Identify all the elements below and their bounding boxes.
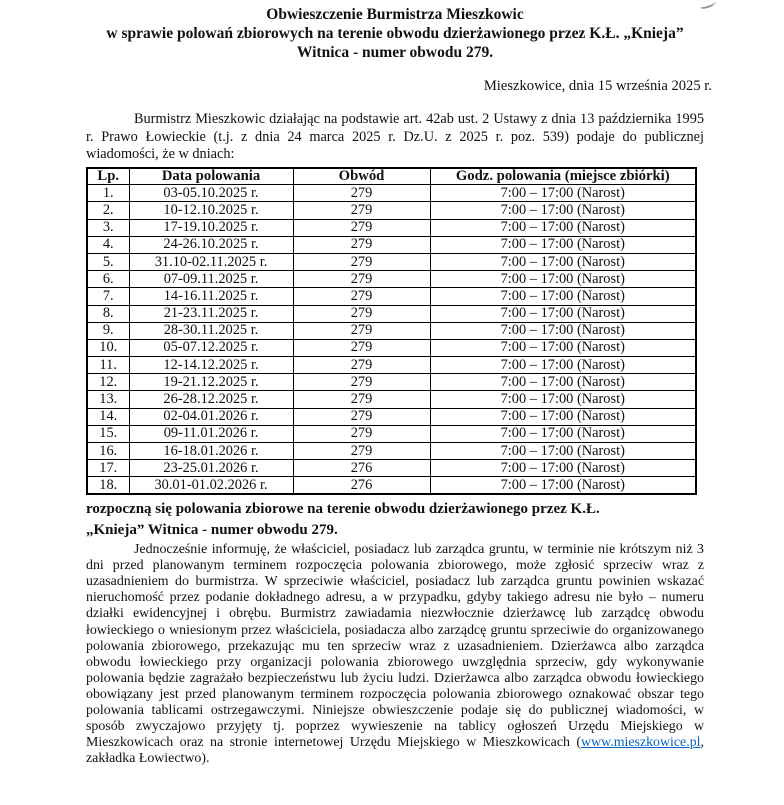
table-row: [87, 322, 696, 339]
table-cell: 18.: [87, 477, 129, 494]
table-cell: 14.: [87, 408, 129, 425]
table-cell: 279: [293, 288, 430, 305]
table-row: [87, 339, 696, 356]
title-line-1: Obwieszczenie Burmistrza Mieszkowic: [266, 6, 524, 23]
table-cell: 276: [293, 477, 430, 494]
document-title: [86, 5, 704, 62]
table-cell: 7:00 – 17:00 (Narost): [430, 477, 696, 494]
title-line-3: Witnica - numer obwodu 279.: [296, 44, 494, 61]
table-cell: 23-25.01.2026 r.: [129, 460, 293, 477]
table-cell: 279: [293, 202, 430, 219]
table-cell: 7:00 – 17:00 (Narost): [430, 236, 696, 253]
table-cell: 16-18.01.2026 r.: [129, 443, 293, 460]
intro-paragraph: Burmistrz Mieszkowic działając na podstawie art. 42ab ust. 2 Ustawy z dnia 13 października 1995 r. Prawo Łowieckie (t.j. z dnia 24 marca 2025 r. Dz.U. z 2025 r. poz. 539) podaje do publicznej wiadomości, że w dniach:: [86, 111, 704, 162]
table-cell: 7.: [87, 288, 129, 305]
table-cell: 16.: [87, 443, 129, 460]
table-header-row: [87, 168, 696, 185]
after-table-line-2: „Knieja” Witnica - numer obwodu 279.: [86, 522, 338, 539]
table-cell: 7:00 – 17:00 (Narost): [430, 374, 696, 391]
table-cell: 5.: [87, 253, 129, 270]
table-cell: 279: [293, 322, 430, 339]
table-cell: 05-07.12.2025 r.: [129, 339, 293, 356]
table-row: [87, 357, 696, 374]
table-cell: 21-23.11.2025 r.: [129, 305, 293, 322]
table-cell: 31.10-02.11.2025 r.: [129, 253, 293, 270]
table-cell: 09-11.01.2026 r.: [129, 425, 293, 442]
table-cell: 07-09.11.2025 r.: [129, 271, 293, 288]
table-row: [87, 288, 696, 305]
table-row: [87, 425, 696, 442]
scan-artifact-mark: [699, 0, 716, 10]
table-row: [87, 443, 696, 460]
table-cell: 7:00 – 17:00 (Narost): [430, 425, 696, 442]
table-cell: 279: [293, 185, 430, 202]
table-cell: 19-21.12.2025 r.: [129, 374, 293, 391]
table-cell: 7:00 – 17:00 (Narost): [430, 460, 696, 477]
info-paragraph: [86, 542, 704, 767]
table-cell: 7:00 – 17:00 (Narost): [430, 202, 696, 219]
table-cell: 10.: [87, 339, 129, 356]
table-row: [87, 460, 696, 477]
table-cell: 276: [293, 460, 430, 477]
table-cell: 7:00 – 17:00 (Narost): [430, 322, 696, 339]
table-cell: 279: [293, 374, 430, 391]
table-cell: 12.: [87, 374, 129, 391]
table-cell: 279: [293, 408, 430, 425]
table-cell: 13.: [87, 391, 129, 408]
table-row: [87, 271, 696, 288]
table-cell: 7:00 – 17:00 (Narost): [430, 391, 696, 408]
table-cell: 4.: [87, 236, 129, 253]
table-cell: 279: [293, 236, 430, 253]
table-cell: 28-30.11.2025 r.: [129, 322, 293, 339]
table-row: [87, 185, 696, 202]
table-cell: 279: [293, 271, 430, 288]
table-cell: 1.: [87, 185, 129, 202]
table-cell: 10-12.10.2025 r.: [129, 202, 293, 219]
table-cell: 3.: [87, 219, 129, 236]
column-header-lp: Lp.: [87, 168, 129, 185]
table-row: [87, 391, 696, 408]
after-table-line-1: rozpoczną się polowania zbiorowe na terenie obwodu dzierżawionego przez K.Ł.: [86, 501, 600, 518]
table-cell: 2.: [87, 202, 129, 219]
title-line-2: w sprawie polowań zbiorowych na terenie obwodu dzierżawionego przez K.Ł. „Knieja”: [106, 25, 684, 42]
table-cell: 279: [293, 253, 430, 270]
table-cell: 14-16.11.2025 r.: [129, 288, 293, 305]
website-link[interactable]: www.mieszkowice.pl: [581, 735, 701, 751]
column-header-godz: Godz. polowania (miejsce zbiórki): [430, 168, 696, 185]
table-cell: 17.: [87, 460, 129, 477]
table-cell: 279: [293, 339, 430, 356]
table-cell: 8.: [87, 305, 129, 322]
table-cell: 15.: [87, 425, 129, 442]
table-cell: 17-19.10.2025 r.: [129, 219, 293, 236]
table-row: [87, 202, 696, 219]
hunting-table-body: [87, 185, 696, 494]
table-row: [87, 374, 696, 391]
place-date-line: Mieszkowice, dnia 15 września 2025 r.: [483, 78, 712, 94]
table-row: [87, 477, 696, 494]
table-cell: 11.: [87, 357, 129, 374]
table-cell: 7:00 – 17:00 (Narost): [430, 357, 696, 374]
table-row: [87, 408, 696, 425]
table-row: [87, 236, 696, 253]
table-cell: 7:00 – 17:00 (Narost): [430, 288, 696, 305]
hunting-schedule-table: [86, 167, 697, 496]
table-cell: 24-26.10.2025 r.: [129, 236, 293, 253]
after-table-statement: [86, 499, 704, 541]
table-cell: 26-28.12.2025 r.: [129, 391, 293, 408]
table-cell: 7:00 – 17:00 (Narost): [430, 271, 696, 288]
table-cell: 02-04.01.2026 r.: [129, 408, 293, 425]
table-cell: 6.: [87, 271, 129, 288]
column-header-obwod: Obwód: [293, 168, 430, 185]
table-cell: 30.01-01.02.2026 r.: [129, 477, 293, 494]
info-text-after-link: , zakładka Łowiectwo).: [86, 735, 704, 767]
table-cell: 7:00 – 17:00 (Narost): [430, 339, 696, 356]
table-cell: 279: [293, 425, 430, 442]
table-cell: 7:00 – 17:00 (Narost): [430, 185, 696, 202]
table-cell: 279: [293, 443, 430, 460]
table-cell: 7:00 – 17:00 (Narost): [430, 305, 696, 322]
table-cell: 279: [293, 219, 430, 236]
table-cell: 279: [293, 305, 430, 322]
table-row: [87, 253, 696, 270]
column-header-data: Data polowania: [129, 168, 293, 185]
table-row: [87, 305, 696, 322]
table-cell: 7:00 – 17:00 (Narost): [430, 408, 696, 425]
table-cell: 7:00 – 17:00 (Narost): [430, 253, 696, 270]
table-row: [87, 219, 696, 236]
table-cell: 7:00 – 17:00 (Narost): [430, 443, 696, 460]
table-cell: 9.: [87, 322, 129, 339]
table-cell: 12-14.12.2025 r.: [129, 357, 293, 374]
table-cell: 279: [293, 391, 430, 408]
info-text-before-link: Jednocześnie informuję, że właściciel, posiadacz lub zarządca gruntu, w terminie nie krótszym niż 3 dni przed planowanym terminem rozpoczęcia polowania zbiorowego, może zgłosić sprzeciw wraz z uzasadnieniem do burmistrza. W sprzeciwie właściciel, posiadacz lub zarządca gruntu powinien wskazać nieruchomość przez podanie dokładnego adresu, a w przypadku, gdyby takiego adresu nie było – numeru działki ewidencyjnej i obrębu. Burmistrz zawiadamia niezwłocznie dzierżawcę lub zarządcę obwodu łowieckiego o wniesionym przez właściciela, posiadacza albo zarządcę gruntu sprzeciwie do organizowanego polowania zbiorowego, przekazując mu ten sprzeciw wraz z uzasadnieniem. Dzierżawca albo zarządca obwodu łowieckiego przy organizacji polowania zbiorowego uwzględnia sprzeciw, gdy wykonywanie polowania będzie zagrażało bezpieczeństwu lub życiu ludzi. Dzierżawca albo zarządca obwodu łowieckiego obowiązany jest przed planowanym terminem rozpoczęcia polowania zbiorowego oznakować obszar tego polowania tablicami ostrzegawczymi. Niniejsze obwieszczenie podaje się do publicznej wiadomości, w sposób zwyczajowo przyjęty tj. poprzez wywieszenie na tablicy ogłoszeń Urzędu Miejskiego w Mieszkowicach oraz na stronie internetowej Urzędu Miejskiego w Mieszkowicach (: [86, 542, 704, 751]
table-cell: 7:00 – 17:00 (Narost): [430, 219, 696, 236]
table-cell: 03-05.10.2025 r.: [129, 185, 293, 202]
table-cell: 279: [293, 357, 430, 374]
